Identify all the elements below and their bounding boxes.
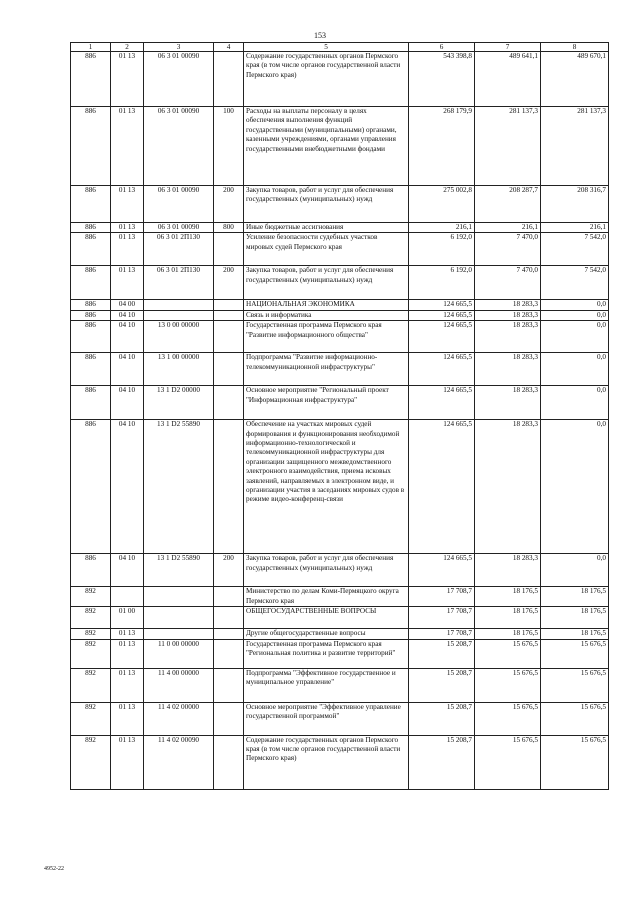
description-cell: Министерство по делам Коми-Пермяцкого округа Пермского края <box>244 587 409 607</box>
amount-col7-cell: 15 676,5 <box>475 735 541 789</box>
section-code-cell: 01 13 <box>111 107 144 186</box>
amount-col6-cell: 17 708,7 <box>409 587 475 607</box>
table-row <box>71 629 609 639</box>
amount-col7-cell: 15 676,5 <box>475 639 541 668</box>
expense-type-cell <box>214 300 244 310</box>
target-article-cell: 13 1 D2 55890 <box>144 554 214 587</box>
description-cell: НАЦИОНАЛЬНАЯ ЭКОНОМИКА <box>244 300 409 310</box>
ministry-code-cell: 886 <box>71 310 111 320</box>
description-cell: ОБЩЕГОСУДАРСТВЕННЫЕ ВОПРОСЫ <box>244 607 409 629</box>
section-code-cell <box>111 587 144 607</box>
amount-col6-cell: 17 708,7 <box>409 607 475 629</box>
ministry-code-cell: 892 <box>71 735 111 789</box>
column-number-row <box>71 43 609 52</box>
footer-document-code: 4952-22 <box>44 866 64 872</box>
description-cell: Подпрограмма "Эффективное государственное и муниципальное управление" <box>244 668 409 702</box>
section-code-cell: 01 13 <box>111 629 144 639</box>
description-cell: Расходы на выплаты персоналу в целях обеспечения выполнения функций государственными (муниципальными) органами, казенными учреждениями, органами управления государственными внебюджетными фондами <box>244 107 409 186</box>
section-code-cell: 01 13 <box>111 52 144 107</box>
description-cell: Содержание государственных органов Пермского края (в том числе органов государственной власти Пермского края) <box>244 52 409 107</box>
description-cell: Иные бюджетные ассигнования <box>244 223 409 233</box>
amount-col6-cell: 15 208,7 <box>409 735 475 789</box>
target-article-cell: 06 3 01 2П130 <box>144 233 214 266</box>
table-row <box>71 300 609 310</box>
ministry-code-cell: 886 <box>71 52 111 107</box>
amount-col8-cell: 7 542,0 <box>541 266 609 300</box>
expense-type-cell <box>214 607 244 629</box>
ministry-code-cell: 892 <box>71 587 111 607</box>
description-cell: Закупка товаров, работ и услуг для обеспечения государственных (муниципальных) нужд <box>244 266 409 300</box>
expense-type-cell: 200 <box>214 554 244 587</box>
expense-type-cell <box>214 735 244 789</box>
table-row <box>71 233 609 266</box>
amount-col7-cell: 489 641,1 <box>475 52 541 107</box>
target-article-cell: 06 3 01 2П130 <box>144 266 214 300</box>
amount-col7-cell: 15 676,5 <box>475 702 541 735</box>
expense-type-cell <box>214 420 244 554</box>
column-header: 5 <box>244 43 409 52</box>
ministry-code-cell: 886 <box>71 386 111 420</box>
amount-col6-cell: 268 179,9 <box>409 107 475 186</box>
section-code-cell: 01 13 <box>111 266 144 300</box>
amount-col6-cell: 6 192,0 <box>409 233 475 266</box>
table-row <box>71 639 609 668</box>
column-header: 7 <box>475 43 541 52</box>
amount-col6-cell: 216,1 <box>409 223 475 233</box>
amount-col8-cell: 18 176,5 <box>541 607 609 629</box>
expense-type-cell <box>214 233 244 266</box>
expense-type-cell <box>214 321 244 353</box>
ministry-code-cell: 886 <box>71 300 111 310</box>
amount-col8-cell: 15 676,5 <box>541 639 609 668</box>
section-code-cell: 01 13 <box>111 639 144 668</box>
amount-col8-cell: 15 676,5 <box>541 735 609 789</box>
description-cell: Усиление безопасности судебных участков мировых судей Пермского края <box>244 233 409 266</box>
section-code-cell: 01 13 <box>111 223 144 233</box>
ministry-code-cell: 886 <box>71 554 111 587</box>
amount-col7-cell: 7 470,0 <box>475 233 541 266</box>
section-code-cell: 01 13 <box>111 668 144 702</box>
amount-col7-cell: 18 283,3 <box>475 300 541 310</box>
amount-col7-cell: 7 470,0 <box>475 266 541 300</box>
expense-type-cell <box>214 52 244 107</box>
table-row <box>71 702 609 735</box>
amount-col8-cell: 0,0 <box>541 310 609 320</box>
expense-type-cell: 200 <box>214 186 244 223</box>
amount-col7-cell: 18 283,3 <box>475 310 541 320</box>
budget-table <box>70 42 609 790</box>
section-code-cell: 04 00 <box>111 300 144 310</box>
description-cell: Связь и информатика <box>244 310 409 320</box>
ministry-code-cell: 886 <box>71 353 111 386</box>
expense-type-cell <box>214 668 244 702</box>
column-header: 1 <box>71 43 111 52</box>
ministry-code-cell: 886 <box>71 420 111 554</box>
amount-col6-cell: 15 208,7 <box>409 702 475 735</box>
description-cell: Подпрограмма "Развитие информационно-телекоммуникационной инфраструктуры" <box>244 353 409 386</box>
column-header: 8 <box>541 43 609 52</box>
amount-col6-cell: 275 002,8 <box>409 186 475 223</box>
amount-col7-cell: 18 283,3 <box>475 321 541 353</box>
description-cell: Обеспечение на участках мировых судей формирования и функционирования необходимой информационно-технологической и телекоммуникационной инфраструктуры для организации защищенного межведомственного электронного взаимодействия, приема исковых заявлений, направляемых в электронном виде, и организации участия в заседаниях мировых судов в режиме видео-конференц-связи <box>244 420 409 554</box>
table-row <box>71 386 609 420</box>
expense-type-cell: 800 <box>214 223 244 233</box>
page-number: 153 <box>314 31 326 40</box>
section-code-cell: 04 10 <box>111 386 144 420</box>
ministry-code-cell: 886 <box>71 321 111 353</box>
expense-type-cell <box>214 353 244 386</box>
section-code-cell: 01 00 <box>111 607 144 629</box>
target-article-cell: 13 1 D2 00000 <box>144 386 214 420</box>
description-cell: Основное мероприятие "Эффективное управление государственной программой" <box>244 702 409 735</box>
target-article-cell <box>144 607 214 629</box>
expense-type-cell <box>214 702 244 735</box>
section-code-cell: 01 13 <box>111 702 144 735</box>
amount-col6-cell: 15 208,7 <box>409 668 475 702</box>
amount-col7-cell: 18 176,5 <box>475 629 541 639</box>
expense-type-cell <box>214 587 244 607</box>
ministry-code-cell: 886 <box>71 233 111 266</box>
table-row <box>71 554 609 587</box>
table-row <box>71 266 609 300</box>
amount-col8-cell: 281 137,3 <box>541 107 609 186</box>
table-row <box>71 186 609 223</box>
amount-col8-cell: 0,0 <box>541 353 609 386</box>
description-cell: Государственная программа Пермского края "Региональная политика и развитие территорий" <box>244 639 409 668</box>
description-cell: Закупка товаров, работ и услуг для обеспечения государственных (муниципальных) нужд <box>244 186 409 223</box>
table-row <box>71 735 609 789</box>
amount-col6-cell: 124 665,5 <box>409 554 475 587</box>
target-article-cell: 13 1 D2 55890 <box>144 420 214 554</box>
description-cell: Содержание государственных органов Пермского края (в том числе органов государственной власти Пермского края) <box>244 735 409 789</box>
amount-col8-cell: 0,0 <box>541 300 609 310</box>
table-row <box>71 223 609 233</box>
target-article-cell: 13 1 00 00000 <box>144 353 214 386</box>
table-row <box>71 587 609 607</box>
table-row <box>71 310 609 320</box>
amount-col7-cell: 18 283,3 <box>475 386 541 420</box>
amount-col6-cell: 124 665,5 <box>409 386 475 420</box>
target-article-cell <box>144 310 214 320</box>
amount-col8-cell: 0,0 <box>541 420 609 554</box>
ministry-code-cell: 892 <box>71 629 111 639</box>
amount-col6-cell: 124 665,5 <box>409 300 475 310</box>
amount-col6-cell: 543 398,8 <box>409 52 475 107</box>
ministry-code-cell: 886 <box>71 186 111 223</box>
target-article-cell: 11 4 02 00000 <box>144 702 214 735</box>
amount-col6-cell: 124 665,5 <box>409 420 475 554</box>
description-cell: Другие общегосударственные вопросы <box>244 629 409 639</box>
amount-col7-cell: 18 176,5 <box>475 607 541 629</box>
ministry-code-cell: 886 <box>71 266 111 300</box>
amount-col8-cell: 7 542,0 <box>541 233 609 266</box>
expense-type-cell <box>214 310 244 320</box>
amount-col8-cell: 18 176,5 <box>541 629 609 639</box>
expense-type-cell <box>214 386 244 420</box>
target-article-cell: 11 0 00 00000 <box>144 639 214 668</box>
target-article-cell: 13 0 00 00000 <box>144 321 214 353</box>
target-article-cell: 11 4 02 00090 <box>144 735 214 789</box>
amount-col7-cell: 18 283,3 <box>475 420 541 554</box>
expense-type-cell: 200 <box>214 266 244 300</box>
table-row <box>71 321 609 353</box>
target-article-cell: 06 3 01 00090 <box>144 107 214 186</box>
amount-col8-cell: 18 176,5 <box>541 587 609 607</box>
expense-type-cell: 100 <box>214 107 244 186</box>
description-cell: Государственная программа Пермского края "Развитие информационного общества" <box>244 321 409 353</box>
ministry-code-cell: 892 <box>71 702 111 735</box>
target-article-cell <box>144 587 214 607</box>
table-row <box>71 668 609 702</box>
section-code-cell: 04 10 <box>111 321 144 353</box>
amount-col7-cell: 18 283,3 <box>475 353 541 386</box>
section-code-cell: 01 13 <box>111 186 144 223</box>
expense-type-cell <box>214 639 244 668</box>
section-code-cell: 04 10 <box>111 310 144 320</box>
amount-col6-cell: 15 208,7 <box>409 639 475 668</box>
column-header: 4 <box>214 43 244 52</box>
ministry-code-cell: 892 <box>71 668 111 702</box>
amount-col8-cell: 489 670,1 <box>541 52 609 107</box>
column-header: 6 <box>409 43 475 52</box>
amount-col8-cell: 0,0 <box>541 386 609 420</box>
table-row <box>71 607 609 629</box>
amount-col6-cell: 124 665,5 <box>409 321 475 353</box>
table-row <box>71 107 609 186</box>
section-code-cell: 01 13 <box>111 735 144 789</box>
target-article-cell <box>144 300 214 310</box>
amount-col8-cell: 0,0 <box>541 554 609 587</box>
amount-col6-cell: 124 665,5 <box>409 310 475 320</box>
target-article-cell: 06 3 01 00090 <box>144 52 214 107</box>
amount-col7-cell: 216,1 <box>475 223 541 233</box>
target-article-cell: 06 3 01 00090 <box>144 186 214 223</box>
column-header: 3 <box>144 43 214 52</box>
ministry-code-cell: 886 <box>71 107 111 186</box>
ministry-code-cell: 892 <box>71 639 111 668</box>
amount-col7-cell: 15 676,5 <box>475 668 541 702</box>
amount-col8-cell: 15 676,5 <box>541 702 609 735</box>
description-cell: Основное мероприятие "Региональный проект "Информационная инфраструктура" <box>244 386 409 420</box>
amount-col8-cell: 0,0 <box>541 321 609 353</box>
amount-col8-cell: 15 676,5 <box>541 668 609 702</box>
target-article-cell <box>144 629 214 639</box>
target-article-cell: 11 4 00 00000 <box>144 668 214 702</box>
expense-type-cell <box>214 629 244 639</box>
target-article-cell: 06 3 01 00090 <box>144 223 214 233</box>
ministry-code-cell: 886 <box>71 223 111 233</box>
column-header: 2 <box>111 43 144 52</box>
amount-col6-cell: 6 192,0 <box>409 266 475 300</box>
table-row <box>71 420 609 554</box>
section-code-cell: 04 10 <box>111 554 144 587</box>
amount-col6-cell: 17 708,7 <box>409 629 475 639</box>
amount-col8-cell: 216,1 <box>541 223 609 233</box>
amount-col7-cell: 208 287,7 <box>475 186 541 223</box>
section-code-cell: 04 10 <box>111 353 144 386</box>
description-cell: Закупка товаров, работ и услуг для обеспечения государственных (муниципальных) нужд <box>244 554 409 587</box>
table-row <box>71 52 609 107</box>
amount-col7-cell: 18 176,5 <box>475 587 541 607</box>
amount-col7-cell: 281 137,3 <box>475 107 541 186</box>
ministry-code-cell: 892 <box>71 607 111 629</box>
section-code-cell: 01 13 <box>111 233 144 266</box>
amount-col7-cell: 18 283,3 <box>475 554 541 587</box>
amount-col6-cell: 124 665,5 <box>409 353 475 386</box>
table-row <box>71 353 609 386</box>
amount-col8-cell: 208 316,7 <box>541 186 609 223</box>
section-code-cell: 04 10 <box>111 420 144 554</box>
